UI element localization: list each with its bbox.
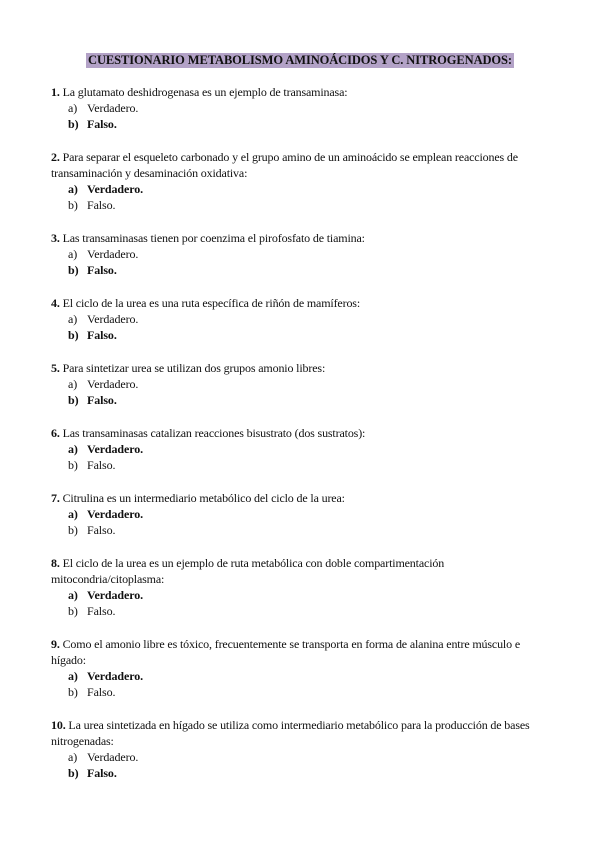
option-text: Verdadero. (87, 750, 139, 764)
option-letter: a) (68, 312, 78, 326)
option-text: Falso. (87, 685, 116, 699)
question-number: 3. (51, 231, 60, 245)
option (51, 457, 551, 473)
option-correct (51, 668, 551, 684)
option-list (51, 181, 551, 213)
option-correct (51, 441, 551, 457)
option-letter: a) (68, 750, 78, 764)
option-letter: a) (68, 669, 78, 683)
question-body: La glutamato deshidrogenasa es un ejemplo de transaminasa: (62, 85, 348, 99)
option (51, 684, 551, 700)
question-body: Para separar el esqueleto carbonado y el grupo amino de un aminoácido se emplean reacciones de transaminación y desaminación oxidativa: (51, 150, 518, 180)
question-number: 8. (51, 556, 60, 570)
option-text: Falso. (87, 523, 116, 537)
question-item (51, 555, 551, 619)
question-number: 1. (51, 85, 60, 99)
option-letter: b) (68, 328, 79, 342)
question-number: 9. (51, 637, 60, 651)
question-item (51, 149, 551, 213)
option-letter: a) (68, 588, 78, 602)
option-text: Verdadero. (87, 182, 144, 196)
option-letter: b) (68, 393, 79, 407)
question-body: Citrulina es un intermediario metabólico del ciclo de la urea: (62, 491, 345, 505)
option-list (51, 246, 551, 278)
option-text: Falso. (87, 328, 117, 342)
question-item (51, 360, 551, 408)
option-correct (51, 765, 551, 781)
question-number: 2. (51, 150, 60, 164)
option-letter: b) (68, 523, 78, 537)
question-text (51, 636, 551, 668)
option-letter: b) (68, 458, 78, 472)
option-list (51, 376, 551, 408)
option-letter: b) (68, 117, 79, 131)
question-item (51, 636, 551, 700)
option-letter: a) (68, 182, 78, 196)
question-item (51, 490, 551, 538)
question-text (51, 230, 551, 246)
option-correct (51, 181, 551, 197)
question-number: 6. (51, 426, 60, 440)
option-text: Falso. (87, 198, 116, 212)
option-text: Verdadero. (87, 588, 144, 602)
question-text (51, 360, 551, 376)
option-list (51, 441, 551, 473)
question-item (51, 230, 551, 278)
option-letter: b) (68, 766, 79, 780)
option (51, 376, 551, 392)
option-text: Falso. (87, 393, 117, 407)
title-block (0, 51, 600, 69)
option-correct (51, 506, 551, 522)
question-text (51, 295, 551, 311)
option-letter: a) (68, 507, 78, 521)
option-text: Verdadero. (87, 507, 144, 521)
option-text: Verdadero. (87, 442, 144, 456)
option-text: Falso. (87, 458, 116, 472)
document-title: CUESTIONARIO METABOLISMO AMINOÁCIDOS Y C. NITROGENADOS: (88, 53, 512, 67)
option (51, 100, 551, 116)
question-body: Las transaminasas catalizan reacciones bisustrato (dos sustratos): (62, 426, 366, 440)
question-number: 4. (51, 296, 60, 310)
question-body: El ciclo de la urea es un ejemplo de ruta metabólica con doble compartimentación mitocondria/citoplasma: (51, 556, 445, 586)
option-list (51, 506, 551, 538)
option-correct (51, 116, 551, 132)
question-number: 5. (51, 361, 60, 375)
option (51, 522, 551, 538)
option-text: Falso. (87, 766, 117, 780)
option-list (51, 311, 551, 343)
option (51, 749, 551, 765)
option-list (51, 668, 551, 700)
option (51, 603, 551, 619)
option-list (51, 100, 551, 132)
option-correct (51, 327, 551, 343)
option (51, 311, 551, 327)
option (51, 246, 551, 262)
option-letter: a) (68, 377, 78, 391)
option-text: Verdadero. (87, 101, 139, 115)
question-item (51, 425, 551, 473)
option-letter: b) (68, 685, 78, 699)
question-number: 10. (51, 718, 66, 732)
question-text (51, 490, 551, 506)
question-number: 7. (51, 491, 60, 505)
option-correct (51, 392, 551, 408)
question-text (51, 555, 551, 587)
option (51, 197, 551, 213)
question-body: La urea sintetizada en hígado se utiliza como intermediario metabólico para la producción de bases nitrogenadas: (51, 718, 530, 748)
option-text: Verdadero. (87, 312, 139, 326)
option-letter: a) (68, 442, 78, 456)
option-text: Verdadero. (87, 247, 139, 261)
option-text: Falso. (87, 604, 116, 618)
option-list (51, 587, 551, 619)
option-letter: a) (68, 247, 78, 261)
question-text (51, 717, 551, 749)
option-letter: b) (68, 198, 78, 212)
option-letter: a) (68, 101, 78, 115)
option-list (51, 749, 551, 781)
question-item (51, 295, 551, 343)
option-text: Falso. (87, 263, 117, 277)
question-text (51, 149, 551, 181)
question-item (51, 717, 551, 781)
question-text (51, 425, 551, 441)
option-correct (51, 587, 551, 603)
question-body: Como el amonio libre es tóxico, frecuentemente se transporta en forma de alanina entre músculo e hígado: (51, 637, 520, 667)
option-letter: b) (68, 604, 78, 618)
question-text (51, 84, 551, 100)
option-text: Falso. (87, 117, 117, 131)
question-item (51, 84, 551, 132)
question-body: Para sintetizar urea se utilizan dos grupos amonio libres: (62, 361, 326, 375)
question-body: El ciclo de la urea es una ruta específica de riñón de mamíferos: (62, 296, 361, 310)
question-body: Las transaminasas tienen por coenzima el pirofosfato de tiamina: (62, 231, 365, 245)
option-text: Verdadero. (87, 669, 144, 683)
option-text: Verdadero. (87, 377, 139, 391)
option-letter: b) (68, 263, 79, 277)
question-list (51, 84, 551, 798)
option-correct (51, 262, 551, 278)
